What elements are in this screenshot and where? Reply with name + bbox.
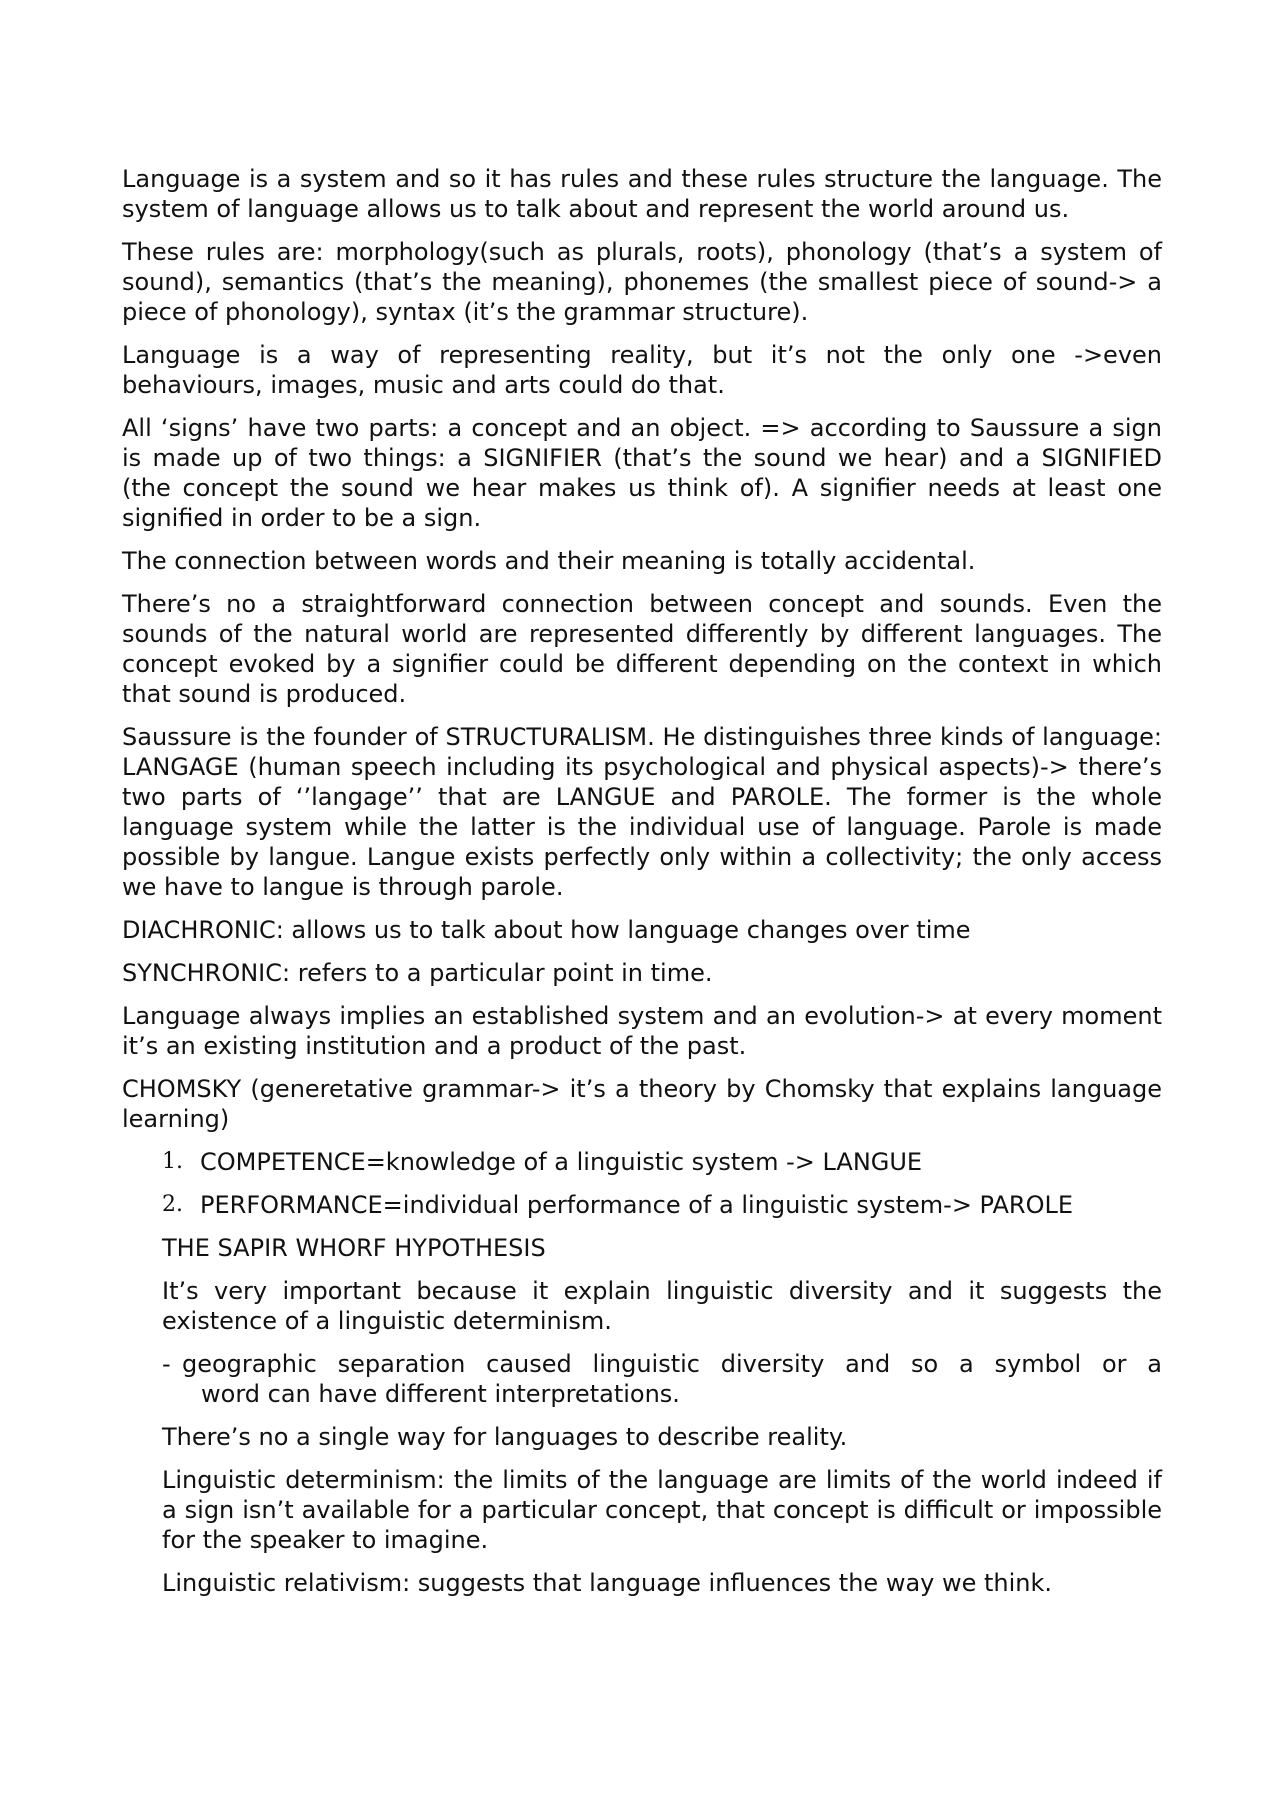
paragraph-no-single-way: There’s no a single way for languages to describe reality. <box>162 1423 848 1451</box>
paragraph-signs: All ‘signs’ have two parts: a concept and an object. => according to Saussure a sign is made up of two things: a SIGNIFIER (that’s the sound we hear) and a SIGNIFIED (the concept the sound we hear makes us think of). A signifier needs at least one signified in order to be a sign. <box>122 414 1162 532</box>
paragraph-saussure-structuralism: Saussure is the founder of STRUCTURALISM. He distinguishes three kinds of language: LANGAGE (human speech including its psychological and physical aspects)-> there’s two parts of ‘’langage’’ that are LANGUE and PAROLE. The former is the whole language system while the latter is the individual use of language. Parole is made possible by langue. Langue exists perfectly only within a collectivity; the only access we have to langue is through parole. <box>122 723 1162 901</box>
dash-list-item <box>162 1349 1162 1409</box>
paragraph-linguistic-determinism: Linguistic determinism: the limits of the language are limits of the world indeed if a sign isn’t available for a particular concept, that concept is difficult or impossible for the speaker to imagine. <box>162 1466 1162 1554</box>
paragraph-synchronic: SYNCHRONIC: refers to a particular point in time. <box>122 959 713 987</box>
list-item <box>122 1147 1162 1177</box>
paragraph-connection-accidental: The connection between words and their meaning is totally accidental. <box>122 547 976 575</box>
dash-marker: - <box>162 1350 171 1378</box>
list-marker: 1. <box>162 1149 183 1174</box>
list-marker: 2. <box>162 1192 183 1217</box>
paragraph-representing-reality: Language is a way of representing reality, but it’s not the only one ->even behaviours, images, music and arts could do that. <box>122 341 1162 399</box>
paragraph-chomsky: CHOMSKY (generetative grammar-> it’s a theory by Chomsky that explains language learning) <box>122 1075 1162 1133</box>
section-heading-sapir-whorf: THE SAPIR WHORF HYPOTHESIS <box>162 1234 546 1262</box>
dash-item-text <box>182 1349 1162 1409</box>
dash-item-line-1: geographic separation caused linguistic diversity and so a symbol or a <box>182 1350 1162 1378</box>
list-item-text: PERFORMANCE=individual performance of a linguistic system-> PAROLE <box>200 1191 1074 1219</box>
paragraph-sapir-intro: It’s very important because it explain linguistic diversity and it suggests the existence of a linguistic determinism. <box>162 1277 1162 1335</box>
paragraph-linguistic-relativism: Linguistic relativism: suggests that language influences the way we think. <box>162 1569 1053 1597</box>
paragraph-diachronic: DIACHRONIC: allows us to talk about how language changes over time <box>122 916 971 944</box>
paragraph-no-straightforward-connection: There’s no a straightforward connection between concept and sounds. Even the sounds of the natural world are represented differently by different languages. The concept evoked by a signifier could be different depending on the context in which that sound is produced. <box>122 590 1162 708</box>
list-item-text: COMPETENCE=knowledge of a linguistic system -> LANGUE <box>200 1148 923 1176</box>
paragraph-language-system: Language is a system and so it has rules and these rules structure the language. The system of language allows us to talk about and represent the world around us. <box>122 165 1162 223</box>
dash-item-line-2: word can have different interpretations. <box>201 1380 680 1408</box>
paragraph-established-system: Language always implies an established system and an evolution-> at every moment it’s an existing institution and a product of the past. <box>122 1002 1162 1060</box>
paragraph-rules: These rules are: morphology(such as plurals, roots), phonology (that’s a system of sound), semantics (that’s the meaning), phonemes (the smallest piece of sound-> a piece of phonology), syntax (it’s the grammar structure). <box>122 238 1162 326</box>
document-page <box>122 164 1162 1611</box>
list-item <box>122 1190 1162 1220</box>
numbered-list <box>122 1147 1162 1220</box>
